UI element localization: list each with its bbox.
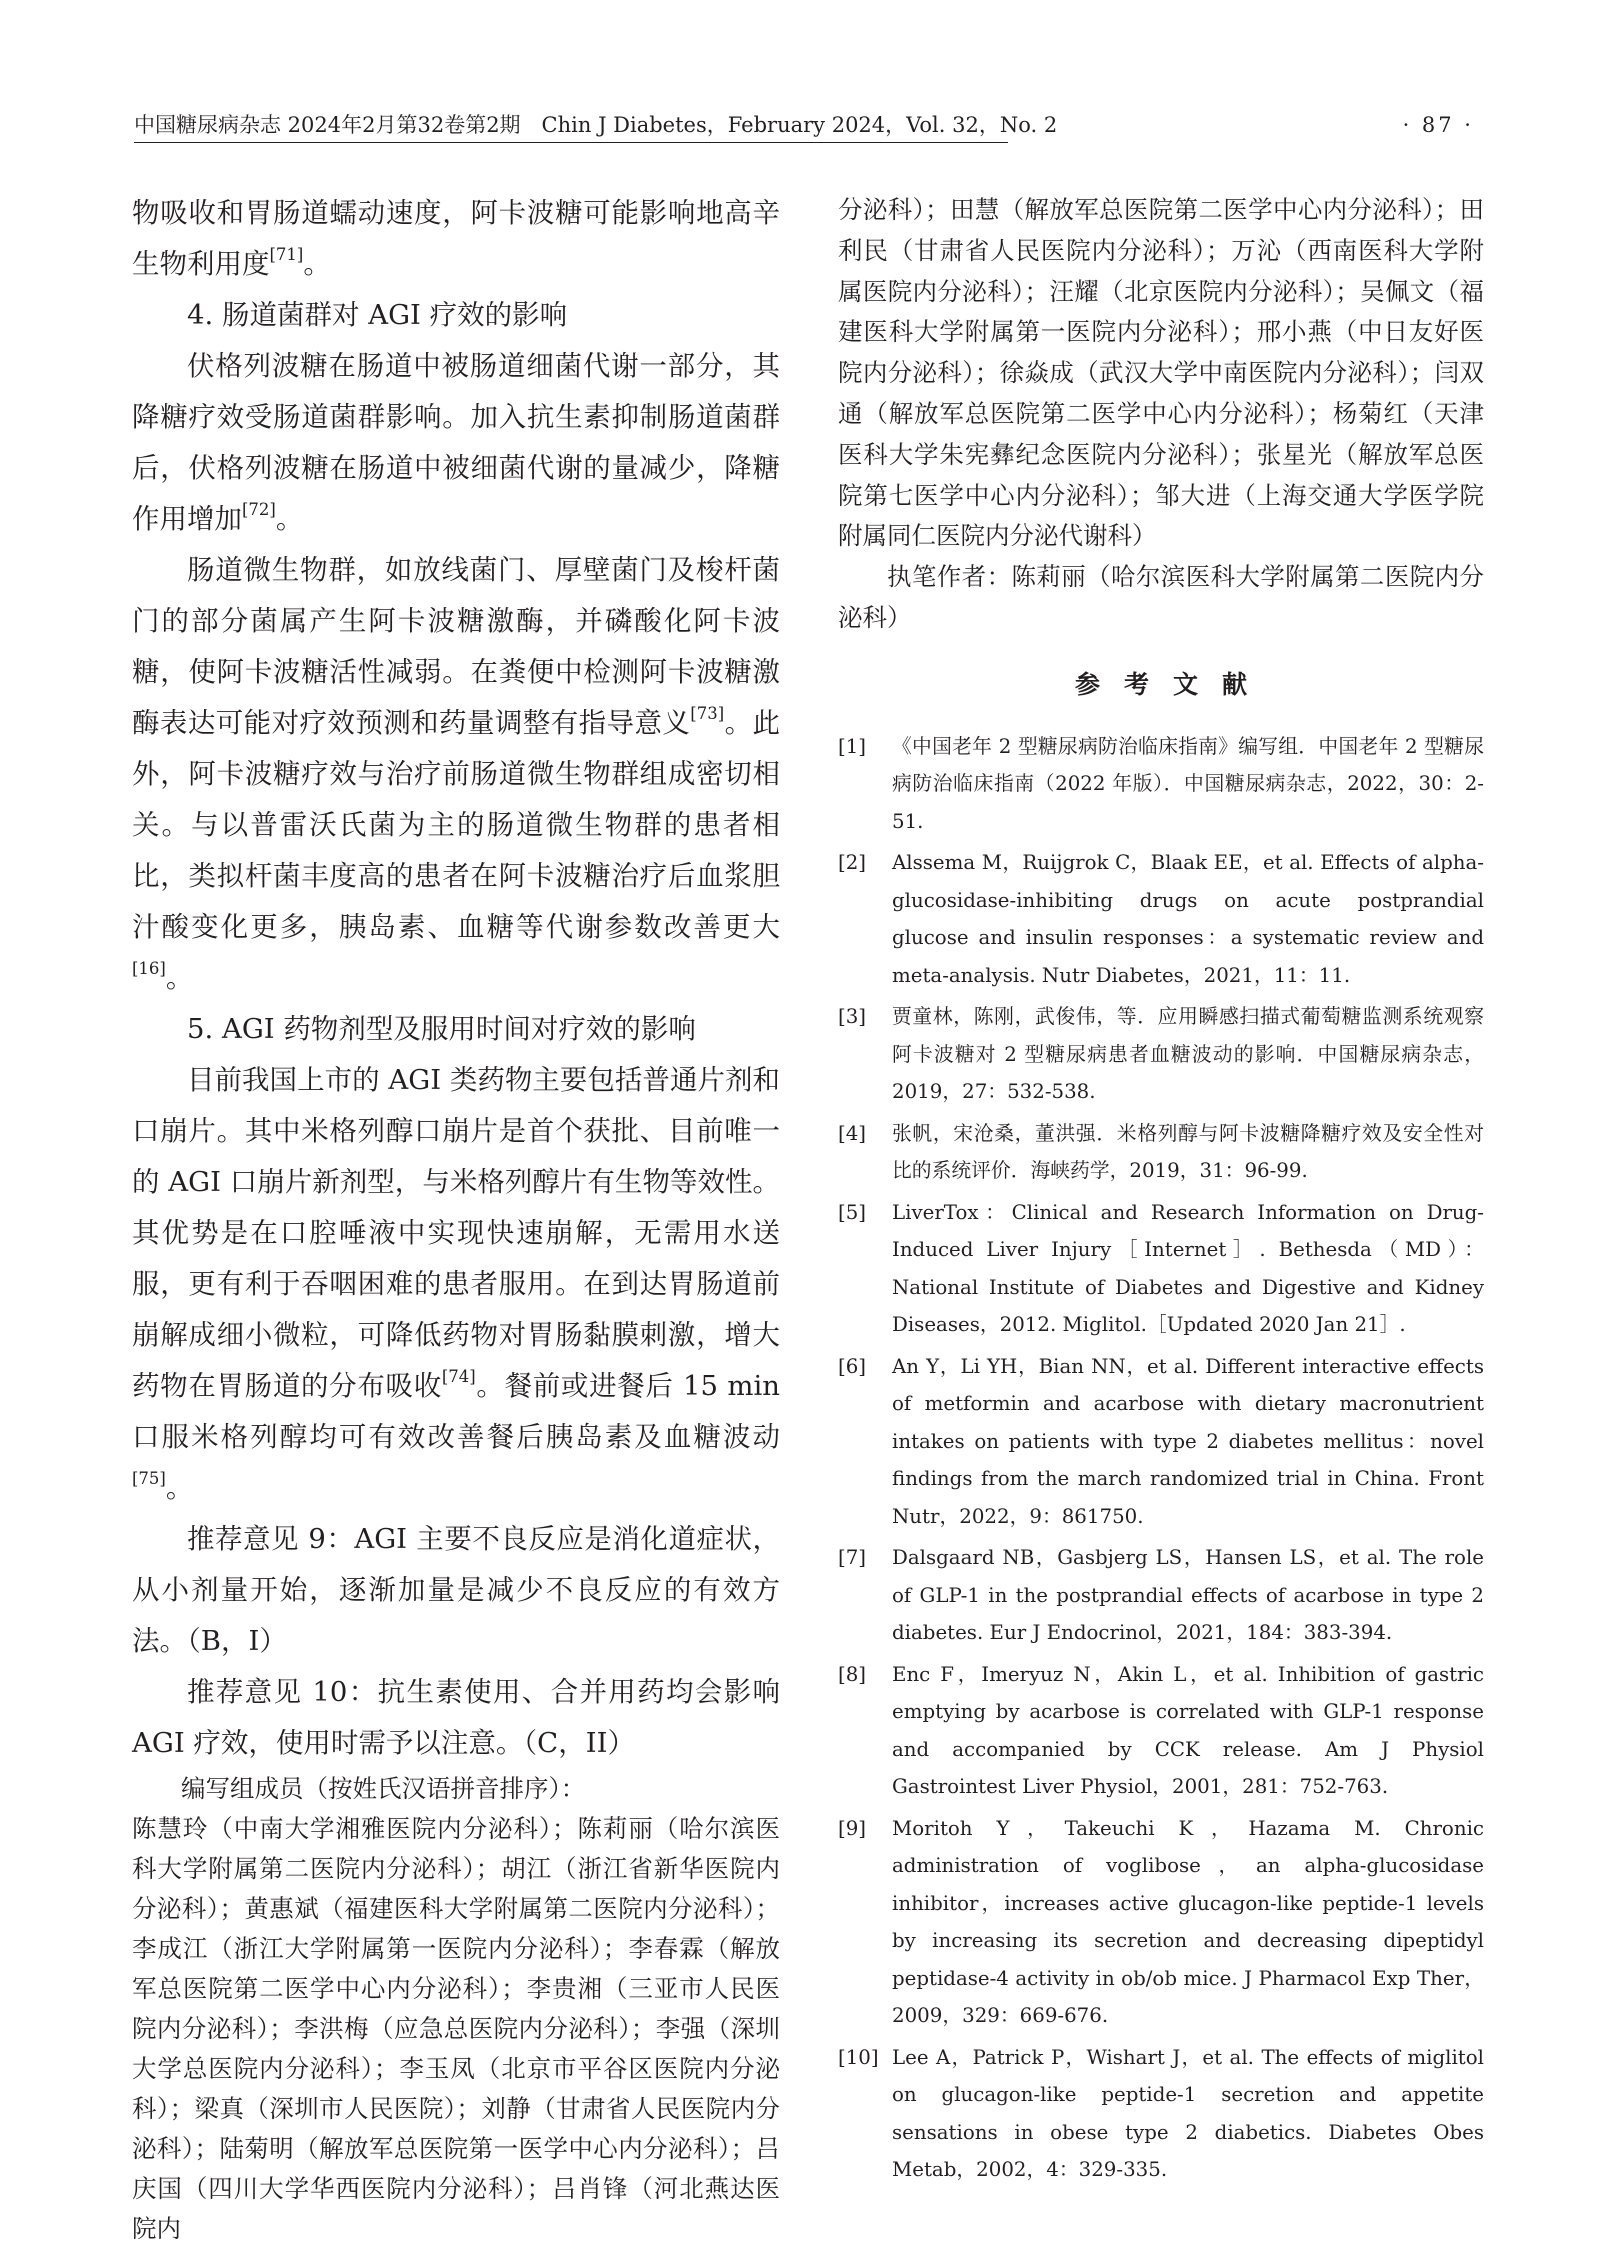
reference-number: [7] (838, 1546, 867, 1570)
reference-text: 张帆，宋沧桑，董洪强．米格列醇与阿卡波糖降糖疗效及安全性对比的系统评价．海峡药学，2019，31：96-99. (892, 1121, 1484, 1183)
reference-text: Alssema M，Ruijgrok C，Blaak EE，et al. Effects of alpha-glucosidase-inhibiting drugs on acute postprandial glucose and insulin responses：a systematic review and meta-analysis. Nutr Diabetes，2021，11：11. (892, 851, 1484, 987)
reference-number: [2] (838, 851, 867, 875)
reference-number: [1] (838, 734, 867, 758)
reference-text: Dalsgaard NB，Gasbjerg LS，Hansen LS，et al. The role of GLP-1 in the postprandial effects of acarbose in type 2 diabetes. Eur J Endocrinol，2021，184：383-394. (892, 1546, 1484, 1645)
paragraph-text: 目前我国上市的 AGI 类药物主要包括普通片剂和口崩片。其中米格列醇口崩片是首个获批、目前唯一的 AGI 口崩片新剂型，与米格列醇片有生物等效性。其优势是在口腔唾液中实现快速崩解，无需用水送服，更有利于吞咽困难的患者服用。在到达胃肠道前崩解成细小微粒，可降低药物对胃肠黏膜刺激，增大药物在胃肠道的分布吸收 (132, 1064, 780, 1402)
reference-entry (838, 1656, 1484, 1806)
reference-number: [6] (838, 1354, 867, 1378)
body-paragraph (132, 188, 780, 290)
reference-entry (838, 728, 1484, 841)
reference-entry (838, 1539, 1484, 1652)
reference-text: LiverTox：Clinical and Research Information on Drug-Induced Liver Injury［Internet］. Bethesda（MD）：National Institute of Diabetes and Digestive and Kidney Diseases，2012. Miglitol.［Updated 2020 Jan 21］. (892, 1200, 1484, 1337)
citation-marker: [16] (132, 958, 166, 978)
citation-marker: [72] (242, 499, 276, 519)
citation-marker: [74] (441, 1366, 476, 1386)
paragraph-text: 伏格列波糖在肠道中被肠道细菌代谢一部分，其降糖疗效受肠道菌群影响。加入抗生素抑制肠道菌群后，伏格列波糖在肠道中被细菌代谢的量减少，降糖作用增加 (132, 350, 780, 535)
section-heading (132, 1004, 780, 1055)
reference-entry (838, 998, 1484, 1111)
body-paragraph (132, 1514, 780, 1667)
journal-citation-line: 中国糖尿病杂志 2024年2月第32卷第2期 Chin J Diabetes，February 2024，Vol. 32，No. 2 (134, 113, 1058, 137)
reference-text: Moritoh Y，Takeuchi K，Hazama M. Chronic administration of voglibose，an alpha-glucosidase inhibitor，increases active glucagon-like peptide-1 levels by increasing its secretion and decreasing dipeptidyl peptidase-4 activity in ob/ob mice. J Pharmacol Exp Ther，2009，329：669-676. (892, 1816, 1484, 2028)
paragraph-text: 。 (275, 503, 304, 535)
body-paragraph (132, 1055, 780, 1514)
reference-text: 《中国老年 2 型糖尿病防治临床指南》编写组．中国老年 2 型糖尿病防治临床指南（2022 年版）．中国糖尿病杂志，2022，30：2-51. (892, 734, 1484, 833)
body-paragraph (132, 1667, 780, 1769)
author-list-heading (132, 1769, 780, 1809)
paragraph-text: 物吸收和胃肠道蠕动速度，阿卡波糖可能影响地高辛生物利用度 (132, 197, 780, 280)
reference-entry (838, 1194, 1484, 1344)
paragraph-text: 推荐意见 9：AGI 主要不良反应是消化道症状，从小剂量开始，逐渐加量是减少不良反应的有效方法。（B，I） (132, 1523, 780, 1657)
reference-number: [8] (838, 1662, 867, 1686)
reference-list (838, 728, 1484, 2189)
corresponding-author: 执笔作者：陈莉丽（哈尔滨医科大学附属第二医院内分泌科） (838, 562, 1484, 632)
reference-entry (838, 844, 1484, 994)
paragraph-text: 编写组成员（按姓氏汉语拼音排序）： (181, 1774, 586, 1803)
paragraph-text: 推荐意见 10：抗生素使用、合并用药均会影响 AGI 疗效，使用时需予以注意。（C，II） (132, 1676, 780, 1759)
reference-number: [9] (838, 1816, 867, 1840)
paragraph-text: 。 (165, 1472, 194, 1504)
reference-text: 贾童林，陈刚，武俊伟，等．应用瞬感扫描式葡萄糖监测系统观察阿卡波糖对 2 型糖尿病患者血糖波动的影响．中国糖尿病杂志，2019，27：532-538. (892, 1005, 1484, 1104)
reference-number: [5] (838, 1200, 867, 1224)
reference-number: [4] (838, 1121, 867, 1145)
body-paragraph (132, 341, 780, 545)
section-heading (132, 290, 780, 341)
paragraph-text: 4. 肠道菌群对 AGI 疗效的影响 (187, 299, 568, 331)
reference-number: [10] (838, 2045, 879, 2069)
author-list (132, 1809, 780, 2249)
reference-text: Enc F，Imeryuz N，Akin L，et al. Inhibition of gastric emptying by acarbose is correlated with GLP-1 response and accompanied by CCK release. Am J Physiol Gastrointest Liver Physiol，2001，281：752-763. (892, 1662, 1484, 1799)
paragraph-text: 。餐前或进餐后 15 min 口服米格列醇均可有效改善餐后胰岛素及血糖波动 (132, 1370, 781, 1453)
reference-entry (838, 1348, 1484, 1536)
citation-marker: [75] (132, 1468, 166, 1488)
citation-marker: [71] (269, 244, 304, 264)
citation-marker: [73] (690, 703, 725, 723)
reference-number: [3] (838, 1005, 867, 1029)
paragraph-text: 肠道微生物群，如放线菌门、厚壁菌门及梭杆菌门的部分菌属产生阿卡波糖激酶，并磷酸化阿卡波糖，使阿卡波糖活性减弱。在粪便中检测阿卡波糖激酶表达可能对疗效预测和药量调整有指导意义 (132, 554, 780, 739)
reference-text: Lee A，Patrick P，Wishart J，et al. The effects of miglitol on glucagon-like peptide-1 secretion and appetite sensations in obese type 2 diabetics. Diabetes Obes Metab，2002，4：329-335. (892, 2045, 1484, 2182)
paragraph-text: 5. AGI 药物剂型及服用时间对疗效的影响 (187, 1013, 696, 1045)
page-number: · 87 · (1402, 113, 1474, 137)
reference-entry (838, 2039, 1484, 2189)
left-column (132, 188, 780, 2249)
right-column (838, 190, 1484, 2193)
reference-text: An Y，Li YH，Bian NN，et al. Different interactive effects of metformin and acarbose with dietary macronutrient intakes on patients with type 2 diabetes mellitus：novel findings from the march randomized trial in China. Front Nutr，2022，9：861750. (892, 1354, 1484, 1528)
paragraph-text: 。 (303, 248, 331, 280)
reference-entry (838, 1115, 1484, 1190)
references-title: 参考文献 (1074, 669, 1271, 699)
author-list-continued: 分泌科）；田慧（解放军总医院第二医学中心内分泌科）；田利民（甘肃省人民医院内分泌科）；万沁（西南医科大学附属医院内分泌科）；汪耀（北京医院内分泌科）；吴佩文（福建医科大学附属第一医院内分泌科）；邢小燕（中日友好医院内分泌科）；徐焱成（武汉大学中南医院内分泌科）；闫双通（解放军总医院第二医学中心内分泌科）；杨菊红（天津医科大学朱宪彝纪念医院内分泌科）；张星光（解放军总医院第七医学中心内分泌科）；邹大进（上海交通大学医学院附属同仁医院内分泌代谢科） (838, 195, 1484, 551)
paragraph-text: 陈慧玲（中南大学湘雅医院内分泌科）；陈莉丽（哈尔滨医科大学附属第二医院内分泌科）；胡江（浙江省新华医院内分泌科）；黄惠斌（福建医科大学附属第二医院内分泌科）；李成江（浙江大学附属第一医院内分泌科）；李春霖（解放军总医院第二医学中心内分泌科）；李贵湘（三亚市人民医院内分泌科）；李洪梅（应急总医院内分泌科）；李强（深圳大学总医院内分泌科）；李玉凤（北京市平谷区医院内分泌科）；梁真（深圳市人民医院）；刘静（甘肃省人民医院内分泌科）；陆菊明（解放军总医院第一医学中心内分泌科）；吕庆国（四川大学华西医院内分泌科）；吕肖锋（河北燕达医院内 (132, 1814, 780, 2243)
reference-entry (838, 1810, 1484, 2035)
paragraph-text: 。 (165, 962, 194, 994)
paragraph-text: 。此外，阿卡波糖疗效与治疗前肠道微生物群组成密切相关。与以普雷沃氏菌为主的肠道微生物群的患者相比，类拟杆菌丰度高的患者在阿卡波糖治疗后血浆胆汁酸变化更多，胰岛素、血糖等代谢参数改善更大 (132, 707, 781, 943)
running-header (134, 108, 1474, 142)
body-paragraph (132, 545, 780, 1004)
header-rule (134, 142, 1008, 143)
